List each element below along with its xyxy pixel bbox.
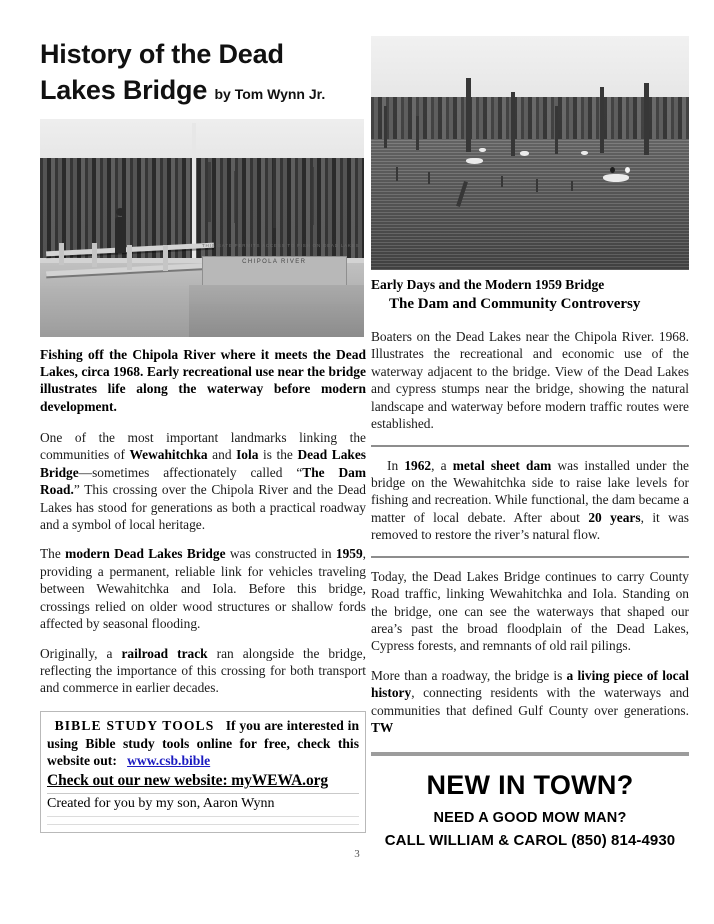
paragraph-1962-dam: In 1962, a metal sheet dam was installed under the bridge on the Wewahitchka side to raise lake levels for fishing and recreation. While functional, the dam became a matter of local debate. After about 20 years, it was removed to restore the river’s natural flow. bbox=[371, 457, 689, 543]
left-column bbox=[40, 36, 366, 833]
bridge-photo bbox=[40, 119, 364, 337]
page-title bbox=[40, 36, 366, 109]
paragraph-living-history: More than a roadway, the bridge is a living piece of local history, connecting residents with the waterways and communities that defined Gulf County over generations. TW bbox=[371, 667, 690, 736]
bible-study-body: If you are interested in using Bible study tools online for free, check this website out: bbox=[47, 717, 360, 769]
left-photo-caption: Fishing off the Chipola River where it meets the Dead Lakes, circa 1968. Early recreational use near the bridge illustrates life along the waterway before modern development. bbox=[40, 346, 366, 414]
paragraph-railroad: Originally, a railroad track ran alongside the bridge, reflecting the importance of this crossing for both transport and commerce in earlier decades. bbox=[40, 645, 366, 696]
byline: by Tom Wynn Jr. bbox=[214, 86, 326, 103]
ad-subtitle: NEED A GOOD MOW MAN? bbox=[433, 810, 627, 827]
dead-lakes-photo bbox=[371, 36, 689, 270]
mywewa-website-link[interactable]: Check out our new website: myWEWA.org bbox=[47, 771, 329, 789]
paragraph-modern-bridge: The modern Dead Lakes Bridge was constructed in 1959, providing a permanent, reliable link for vehicles traveling between Wewahitchka and Iola. Before this bridge, crossings relied on older wood structures or shallow fords affected by seasonal flooding. bbox=[40, 546, 367, 632]
bible-study-link[interactable]: www.csb.bible bbox=[127, 753, 211, 769]
paragraph-today: Today, the Dead Lakes Bridge continues to carry County Road traffic, linking Wewahitchka and Iola. Standing on the bridge, one can see the waterways that shaped our area’s past the broad floodplain of the Dead Lakes, Cypress forests, and remnants of old rail pilings. bbox=[371, 568, 689, 654]
ad-contact: CALL WILLIAM & CAROL (850) 814-4930 bbox=[384, 832, 676, 850]
bridge-sign-upper-text: THIS GATE PERMITS ACCESS TO FISH ON DEAD LAKES bbox=[202, 243, 360, 249]
mow-man-ad bbox=[371, 770, 689, 849]
headline-line-1: History of the Dead bbox=[40, 39, 284, 69]
ad-title: NEW IN TOWN? bbox=[426, 770, 634, 801]
bible-study-text bbox=[47, 717, 359, 770]
divider-above-today bbox=[371, 556, 689, 558]
subhead-early-days: Early Days and the Modern 1959 Bridge bbox=[371, 277, 605, 292]
page-number: 3 bbox=[354, 848, 360, 860]
right-column bbox=[371, 36, 689, 849]
bible-box-rules bbox=[47, 816, 359, 825]
bible-study-credit: Created for you by my son, Aaron Wynn bbox=[47, 793, 359, 812]
paragraph-landmarks: One of the most important landmarks linking the communities of Wewahitchka and Iola is the Dead Lakes Bridge—sometimes affectionately called “The Dam Road.” This crossing over the Chipola River and the Dead Lakes has stood for generations as both a practical roadway and a symbol of local heritage. bbox=[40, 429, 366, 533]
divider-above-1962 bbox=[371, 445, 689, 447]
bridge-sign-chipola-river bbox=[202, 256, 347, 286]
right-photo-caption: Boaters on the Dead Lakes near the Chipola River. 1968. Illustrates the recreational and economic use of the waterway adjacent to the bridge. View of the Dead Lakes and cypress stumps near the bridge, showing the natural landscape and waterway before modern traffic routes were established. bbox=[371, 329, 689, 432]
headline-line-2: Lakes Bridge bbox=[40, 75, 208, 106]
divider-above-ad bbox=[371, 752, 689, 756]
bible-study-box bbox=[40, 711, 366, 833]
bible-study-title: BIBLE STUDY TOOLS bbox=[54, 717, 215, 733]
bridge-sign-text: CHIPOLA RIVER bbox=[242, 259, 307, 266]
subhead-dam-controversy: The Dam and Community Controversy bbox=[389, 295, 641, 312]
